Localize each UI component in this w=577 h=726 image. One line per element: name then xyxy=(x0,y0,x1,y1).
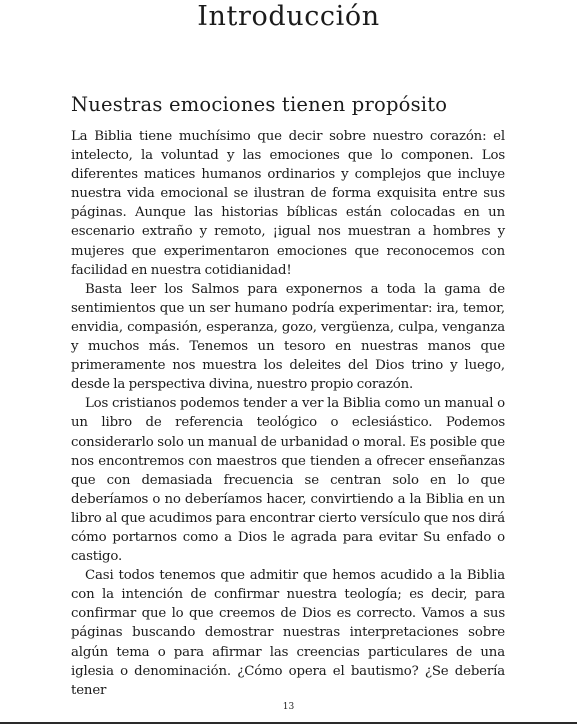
paragraph-4: Casi todos tenemos que admitir que hemos acudido a la Biblia con la intención de confirmar nuestra teología; es decir, para confirmar que lo que creemos de Dios es correcto. Vamos a sus páginas buscando demostrar nuestras interpretaciones sobre algún tema o para afirmar las creencias particulares de una iglesia o denominación. ¿Cómo opera el bautismo? ¿Se debería tener xyxy=(71,568,505,698)
paragraph-2: Basta leer los Salmos para exponernos a toda la gama de sentimientos que un ser humano podría experimentar: ira, temor, envidia, compasión, esperanza, gozo, vergüenza, culpa, venganza y muchos más. Tenemos un tesoro en nuestras manos que primeramente nos muestra los deleites del Dios trino y luego, desde la perspectiva divina, nuestro propio corazón. xyxy=(71,281,505,393)
section-heading: Nuestras emociones tienen propósito xyxy=(71,93,448,116)
paragraph-3: Los cristianos podemos tender a ver la Biblia como un manual o un libro de referencia teológico o eclesiástico. Podemos considerarlo solo un manual de urbanidad o moral. Es posible que nos encontremos con maestros que tienden a ofrecer enseñanzas que con demasiada frecuencia se centran solo en lo que deberíamos o no deberíamos hacer, convirtiendo a la Biblia en un libro al que acudimos para encontrar cierto versículo que nos dirá cómo portarnos como a Dios le agrada para evitar Su enfado o castigo. xyxy=(71,396,505,565)
body-text xyxy=(71,127,505,700)
bottom-divider xyxy=(0,722,577,724)
paragraph-1: La Biblia tiene muchísimo que decir sobre nuestro corazón: el intelecto, la voluntad y las emociones que lo componen. Los diferentes matices humanos ordinarios y complejos que incluye nuestra vida emocional se ilustran de forma exquisita entre sus páginas. Aunque las historias bíblicas están colocadas en un escenario extraño y remoto, ¡igual nos muestran a hombres y mujeres que experimentaron emociones que reconocemos con facilidad en nuestra cotidianidad! xyxy=(71,129,505,278)
page-number: 13 xyxy=(282,702,295,712)
chapter-title: Introducción xyxy=(197,1,380,32)
